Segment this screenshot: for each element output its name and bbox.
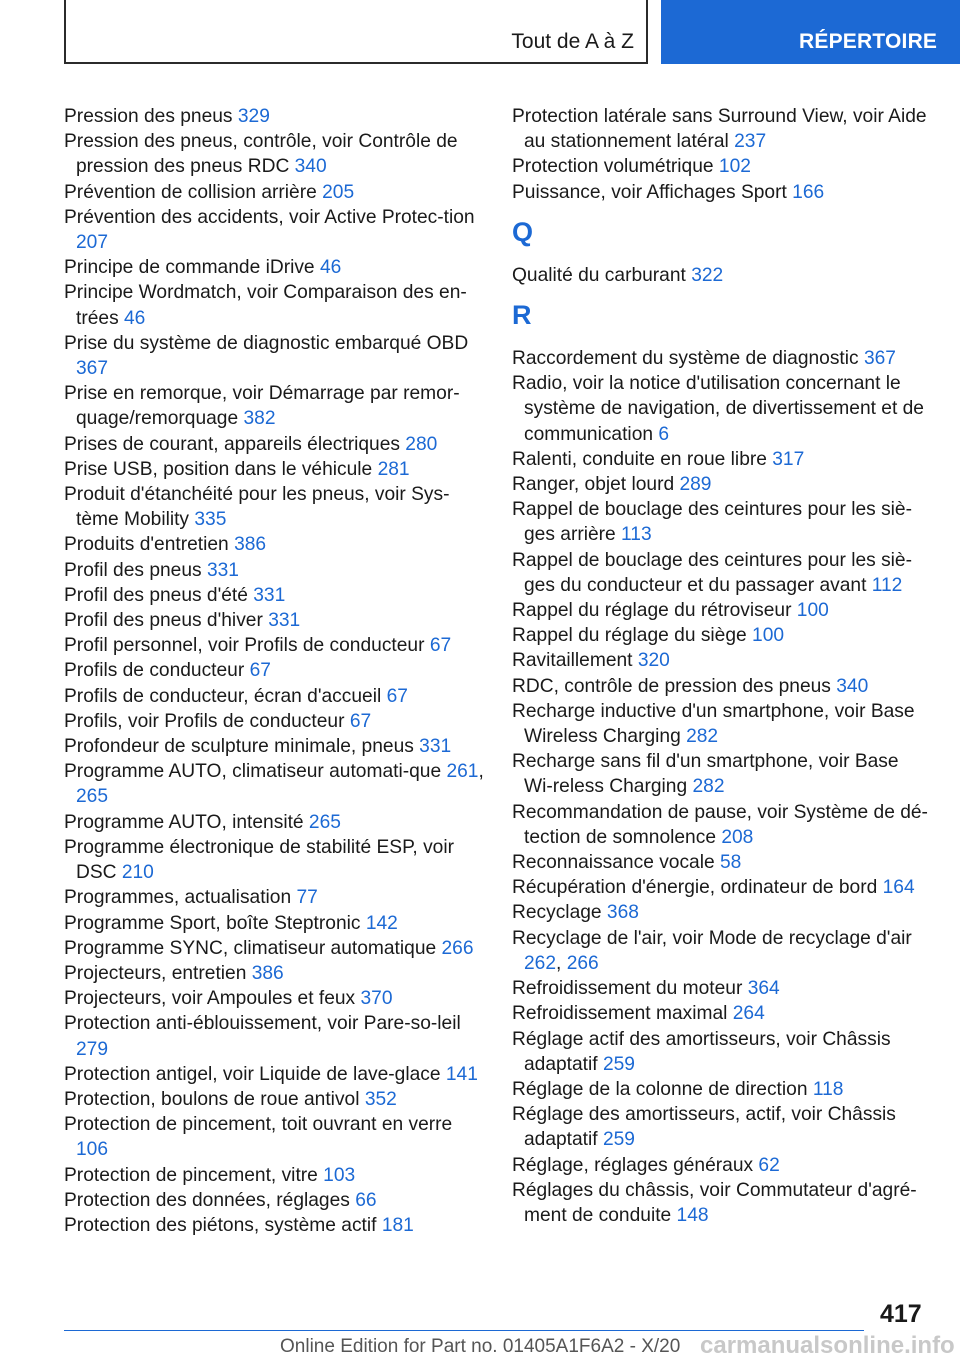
- index-entry-text: Produits d'entretien: [64, 534, 235, 556]
- index-entry: [512, 976, 932, 1001]
- index-entry-text: Profondeur de sculpture minimale, pneus: [64, 736, 420, 758]
- index-entry-text: Programme électronique de stabilité ESP, voir DSC: [64, 836, 454, 884]
- page-reference-link[interactable]: 66: [355, 1189, 377, 1211]
- index-entry-text: Principe de commande iDrive: [64, 257, 320, 279]
- index-entry: [64, 280, 484, 330]
- page-reference-link[interactable]: 6: [658, 423, 670, 445]
- index-entry-text: Profil des pneus d'été: [64, 584, 254, 606]
- index-entry: [64, 558, 484, 583]
- page-reference-link[interactable]: 282: [686, 726, 719, 748]
- index-entry-text: Prises de courant, appareils électriques: [64, 433, 406, 455]
- page-reference-link[interactable]: 67: [349, 710, 372, 732]
- page-reference-link[interactable]: 67: [429, 635, 452, 657]
- index-entry: [512, 699, 932, 749]
- index-entry: [64, 205, 484, 255]
- page-reference-link[interactable]: 331: [268, 610, 301, 632]
- index-entry: [512, 1027, 932, 1077]
- index-entry: [64, 1188, 484, 1213]
- index-entry: [512, 346, 932, 371]
- index-entry: [64, 255, 484, 280]
- page-reference-link[interactable]: 67: [386, 685, 408, 707]
- index-entry: [64, 180, 484, 205]
- page-reference-link[interactable]: 335: [194, 509, 227, 531]
- index-entry: [512, 548, 932, 598]
- index-entry-text: Radio, voir la notice d'utilisation concernant le système de navigation, de divertissement et de communication: [512, 373, 924, 445]
- index-entry-text: Récupération d'énergie, ordinateur de bord: [512, 877, 883, 899]
- ref-separator: ,: [556, 952, 567, 974]
- page-reference-link[interactable]: 340: [294, 156, 327, 178]
- index-entry: [64, 457, 484, 482]
- index-entry: [512, 800, 932, 850]
- index-entry: [512, 180, 932, 205]
- index-entry: [512, 875, 932, 900]
- index-entry: [64, 1112, 484, 1162]
- index-entry-text: Reconnaissance vocale: [512, 852, 720, 874]
- index-entry-text: Puissance, voir Affichages Sport: [512, 181, 793, 203]
- page-reference-link[interactable]: 370: [360, 988, 393, 1010]
- index-entry-text: Produit d'étanchéité pour les pneus, voir Sys-tème Mobility: [64, 484, 450, 531]
- index-entry-text: Ranger, objet lourd: [512, 474, 680, 496]
- index-entry-text: Refroidissement du moteur: [512, 978, 748, 1000]
- page-reference-link[interactable]: 282: [692, 776, 725, 798]
- index-entry-text: Profils de conducteur: [64, 660, 250, 682]
- index-entry: [64, 911, 484, 936]
- index-column-left: [64, 104, 484, 1238]
- index-entry-text: Pression des pneus, contrôle, voir Contrôle de pression des pneus RDC: [64, 131, 458, 178]
- page-reference-link[interactable]: 322: [691, 264, 724, 286]
- watermark: carmanualsonline.info: [700, 1332, 955, 1359]
- index-entry-text: Prise en remorque, voir Démarrage par remor-quage/remorquage: [64, 383, 460, 430]
- index-entry-text: Protection, boulons de roue antivol: [64, 1088, 365, 1110]
- index-entry: [512, 674, 932, 699]
- index-entry-text: Protection de pincement, vitre: [64, 1164, 324, 1186]
- page-reference-link[interactable]: 164: [882, 877, 915, 899]
- page-reference-link[interactable]: 106: [76, 1139, 109, 1161]
- page-reference-link[interactable]: 148: [676, 1204, 709, 1226]
- index-entry: [512, 850, 932, 875]
- index-entry: [512, 598, 932, 623]
- index-entry-text: Rappel du réglage du rétroviseur: [512, 600, 797, 622]
- index-entry-text: Programme SYNC, climatiseur automatique: [64, 937, 442, 959]
- footer-edition: Online Edition for Part no. 01405A1F6A2 - X/20: [280, 1336, 681, 1357]
- page-reference-link[interactable]: 46: [124, 307, 146, 329]
- index-entry-text: Ravitaillement: [512, 650, 638, 672]
- index-entry-text: Protection latérale sans Surround View, voir Aide au stationnement latéral: [512, 106, 927, 153]
- index-entry: [64, 1011, 484, 1061]
- page-reference-link[interactable]: 118: [812, 1078, 844, 1100]
- index-entry: [512, 497, 932, 547]
- header-tab-index-label: RÉPERTOIRE: [799, 30, 938, 53]
- index-entry-text: Réglage de la colonne de direction: [512, 1078, 813, 1100]
- index-entry: [512, 900, 932, 925]
- page-reference-link[interactable]: 100: [796, 600, 829, 622]
- page-reference-link[interactable]: 331: [206, 559, 239, 581]
- index-entry: [512, 648, 932, 673]
- index-entry: [64, 986, 484, 1011]
- index-entry-text: Réglage des amortisseurs, actif, voir Châssis adaptatif: [512, 1104, 896, 1151]
- page-reference-link[interactable]: 207: [76, 232, 109, 254]
- page-reference-link[interactable]: 77: [296, 887, 318, 909]
- index-entry-text: Qualité du carburant: [512, 264, 692, 286]
- index-entry: [64, 482, 484, 532]
- index-entry-text: Profil des pneus d'hiver: [64, 610, 269, 632]
- index-entry: [512, 1153, 932, 1178]
- index-entry: [512, 1001, 932, 1026]
- index-entry: [64, 608, 484, 633]
- page-reference-link[interactable]: 100: [752, 625, 785, 647]
- page-reference-link[interactable]: 259: [602, 1053, 635, 1075]
- index-entry: [512, 104, 932, 154]
- index-entry: [64, 759, 484, 809]
- page-reference-link[interactable]: 208: [721, 826, 754, 848]
- page-reference-link[interactable]: 181: [381, 1214, 414, 1236]
- index-entry: [64, 1213, 484, 1238]
- index-entry: [64, 936, 484, 961]
- index-entry: [512, 623, 932, 648]
- page-reference-link[interactable]: 237: [734, 131, 767, 153]
- index-entry-text: Pression des pneus: [64, 106, 238, 127]
- index-entry-text: Protection antigel, voir Liquide de lave-glace: [64, 1063, 446, 1085]
- index-entry-text: Projecteurs, voir Ampoules et feux: [64, 988, 361, 1010]
- page-reference-link[interactable]: 266: [441, 937, 474, 959]
- index-entry: [64, 885, 484, 910]
- page-reference-link[interactable]: 364: [747, 978, 780, 1000]
- index-entry: [64, 658, 484, 683]
- index-entry-text: Refroidissement maximal: [512, 1003, 733, 1025]
- index-letter-heading: Q: [512, 216, 534, 247]
- index-entry: [64, 1062, 484, 1087]
- page-reference-link[interactable]: 289: [679, 474, 712, 496]
- index-entry: [512, 371, 932, 447]
- page-reference-link[interactable]: 280: [405, 433, 438, 455]
- index-entry-text: Protection des piétons, système actif: [64, 1214, 382, 1236]
- index-entry: [512, 447, 932, 472]
- index-entry: [64, 734, 484, 759]
- header-tab-index[interactable]: [661, 0, 960, 64]
- index-entry-text: Recharge inductive d'un smartphone, voir Base Wireless Charging: [512, 700, 915, 748]
- index-entry-text: Recyclage de l'air, voir Mode de recyclage d'air: [512, 927, 912, 949]
- index-entry: [512, 1102, 932, 1152]
- index-entry: [64, 961, 484, 986]
- page-reference-link[interactable]: 102: [718, 156, 751, 178]
- index-entry-text: RDC, contrôle de pression des pneus: [512, 675, 837, 697]
- page-reference-link[interactable]: 368: [606, 902, 639, 924]
- index-entry: [512, 1178, 932, 1228]
- page-reference-link[interactable]: 329: [237, 106, 270, 127]
- index-entry-text: Prévention de collision arrière: [64, 181, 323, 203]
- page-reference-link[interactable]: 367: [863, 348, 896, 370]
- index-entry-text: Principe Wordmatch, voir Comparaison des en-trées: [64, 282, 467, 329]
- page-reference-link[interactable]: 331: [253, 584, 286, 606]
- index-column-right: [512, 104, 932, 1228]
- index-entry-text: Programme AUTO, climatiseur automati-que: [64, 761, 447, 783]
- index-entry: [64, 104, 484, 129]
- page-reference-link[interactable]: 46: [319, 257, 342, 279]
- page-reference-link[interactable]: 103: [323, 1164, 356, 1186]
- header-tab-a-z-label: Tout de A à Z: [511, 30, 634, 53]
- index-entry: [64, 583, 484, 608]
- page-reference-link[interactable]: 386: [234, 534, 267, 556]
- page-reference-link[interactable]: 262: [524, 952, 557, 974]
- index-entry: [64, 432, 484, 457]
- index-entry: [512, 749, 932, 799]
- index-entry-text: Rappel de bouclage des ceintures pour les siè-ges du conducteur et du passager avant: [512, 549, 912, 596]
- page-reference-link[interactable]: 112: [871, 574, 903, 596]
- index-entry-text: Profils, voir Profils de conducteur: [64, 710, 350, 732]
- index-entry: [64, 129, 484, 179]
- page-reference-link[interactable]: 340: [836, 675, 869, 697]
- page-reference-link[interactable]: 320: [637, 650, 670, 672]
- index-entry-text: Recommandation de pause, voir Système de dé-tection de somnolence: [512, 801, 928, 848]
- index-entry-text: Profil personnel, voir Profils de conducteur: [64, 635, 430, 657]
- footer-divider: [64, 1330, 864, 1331]
- page-reference-link[interactable]: 62: [758, 1154, 780, 1176]
- page-reference-link[interactable]: 58: [720, 852, 742, 874]
- page-reference-link[interactable]: 281: [377, 458, 410, 480]
- ref-separator: ,: [478, 761, 484, 783]
- index-entry: [64, 381, 484, 431]
- page-reference-link[interactable]: 205: [322, 181, 355, 203]
- index-entry-text: Protection des données, réglages: [64, 1189, 356, 1211]
- index-entry-text: Réglage actif des amortisseurs, voir Châssis adaptatif: [512, 1028, 891, 1075]
- index-entry-text: Rappel de bouclage des ceintures pour les siè-ges arrière: [512, 499, 912, 546]
- page-reference-link[interactable]: 331: [419, 736, 452, 758]
- index-letter-heading: R: [512, 300, 532, 331]
- index-entry-text: Protection anti-éblouissement, voir Pare-so-leil: [64, 1013, 461, 1035]
- index-entry: [64, 810, 484, 835]
- page-reference-link[interactable]: 279: [76, 1038, 109, 1060]
- page-reference-link[interactable]: 166: [792, 181, 825, 203]
- page-reference-link[interactable]: 142: [365, 912, 398, 934]
- index-entry-text: Prévention des accidents, voir Active Protec-tion: [64, 206, 475, 228]
- index-entry-text: Protection volumétrique: [512, 156, 719, 178]
- page-reference-link[interactable]: 259: [602, 1129, 635, 1151]
- page-reference-link[interactable]: 67: [249, 660, 271, 682]
- index-entry-text: Projecteurs, entretien: [64, 962, 252, 984]
- index-entry-text: Rappel du réglage du siège: [512, 625, 753, 647]
- page-number: 417: [880, 1300, 922, 1328]
- index-entry: [64, 709, 484, 734]
- index-entry-text: Profil des pneus: [64, 559, 207, 581]
- index-entry-text: Programmes, actualisation: [64, 887, 297, 909]
- index-entry: [64, 532, 484, 557]
- index-entry-text: Prise USB, position dans le véhicule: [64, 458, 378, 480]
- page-reference-link[interactable]: 265: [308, 811, 341, 833]
- index-entry: [64, 1087, 484, 1112]
- index-entry: [512, 472, 932, 497]
- header-tab-a-z[interactable]: [64, 0, 648, 64]
- index-entry: [512, 1077, 932, 1102]
- index-entry: [512, 263, 932, 288]
- index-entry-text: Profils de conducteur, écran d'accueil: [64, 685, 387, 707]
- index-entry-text: Recharge sans fil d'un smartphone, voir Base Wi-reless Charging: [512, 751, 899, 798]
- page-reference-link[interactable]: 352: [364, 1088, 397, 1110]
- page-reference-link[interactable]: 382: [243, 408, 276, 430]
- index-entry: [64, 1163, 484, 1188]
- page-reference-link[interactable]: 210: [121, 862, 154, 884]
- index-entry-text: Raccordement du système de diagnostic: [512, 348, 864, 370]
- page-reference-link[interactable]: 266: [566, 952, 599, 974]
- index-entry-text: Programme AUTO, intensité: [64, 811, 309, 833]
- index-entry-text: Protection de pincement, toit ouvrant en verre: [64, 1114, 453, 1136]
- index-entry: [512, 154, 932, 179]
- index-entry-text: Ralenti, conduite en roue libre: [512, 448, 773, 470]
- page-reference-link[interactable]: 261: [446, 761, 479, 783]
- page-reference-link[interactable]: 113: [621, 524, 652, 546]
- page-reference-link[interactable]: 367: [76, 358, 109, 380]
- page-reference-link[interactable]: 265: [76, 786, 109, 808]
- index-entry-text: Programme Sport, boîte Steptronic: [64, 912, 366, 934]
- index-entry-text: Prise du système de diagnostic embarqué OBD: [64, 332, 469, 354]
- index-entry: [64, 684, 484, 709]
- page-reference-link[interactable]: 386: [251, 962, 284, 984]
- index-entry: [64, 331, 484, 381]
- page-reference-link[interactable]: 141: [445, 1063, 478, 1085]
- index-entry-text: Réglages du châssis, voir Commutateur d'agré-ment de conduite: [512, 1179, 917, 1226]
- page-reference-link[interactable]: 264: [732, 1003, 765, 1025]
- index-entry: [64, 835, 484, 885]
- index-entry: [64, 633, 484, 658]
- index-entry-text: Réglage, réglages généraux: [512, 1154, 759, 1176]
- index-entry: [512, 926, 932, 976]
- index-entry-text: Recyclage: [512, 902, 607, 924]
- page-reference-link[interactable]: 317: [772, 448, 805, 470]
